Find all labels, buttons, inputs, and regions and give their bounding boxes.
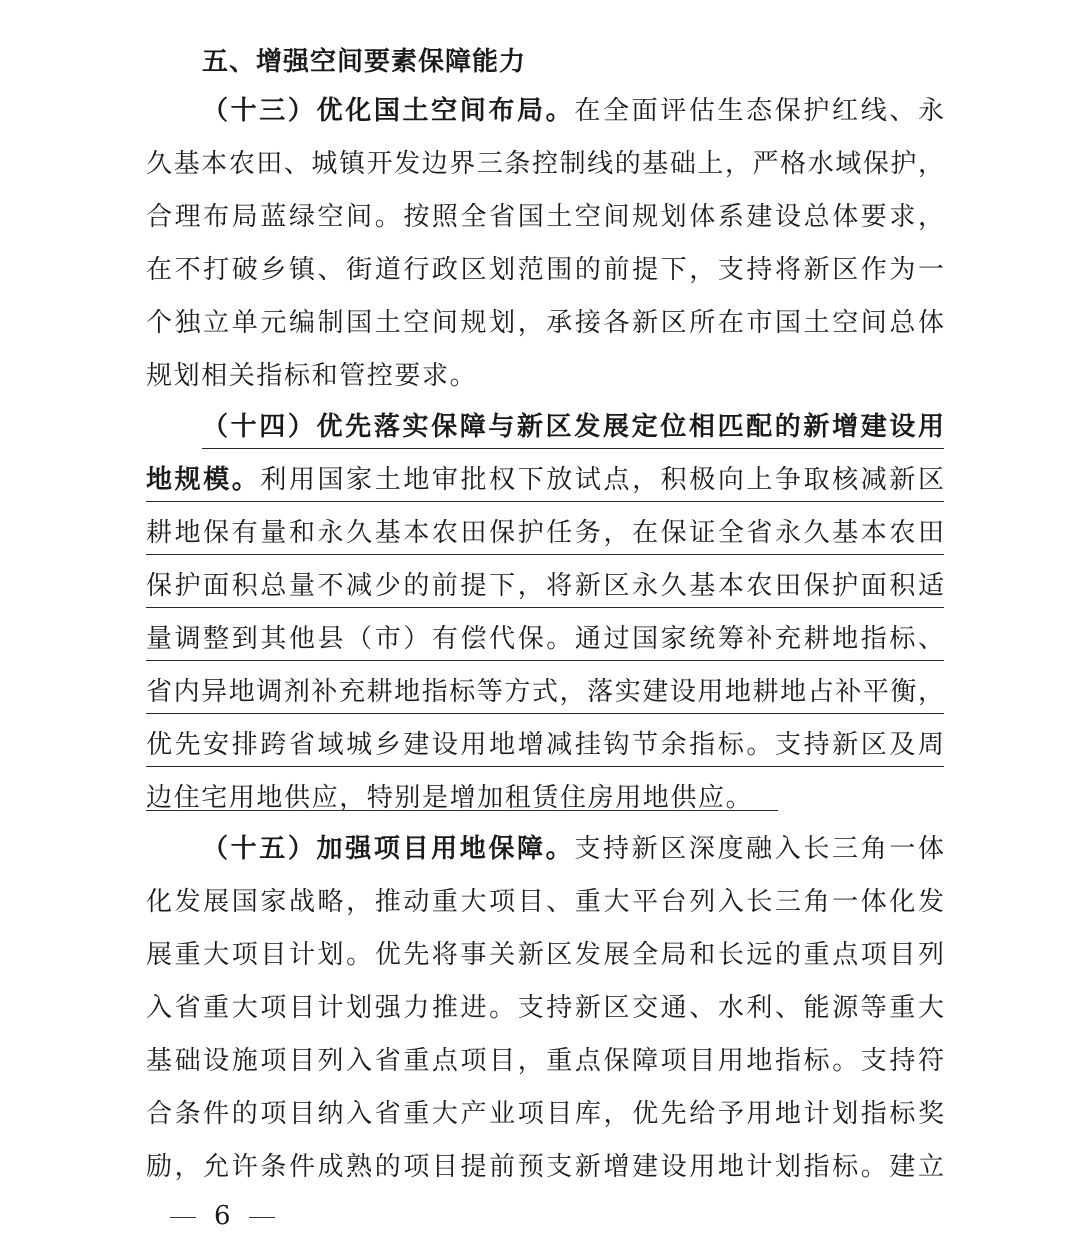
paragraph-13-line-5: 个独立单元编制国土空间规划，承接各新区所在市国土空间总体 (146, 308, 944, 338)
paragraph-14-line-5: 量调整到其他县（市）有偿代保。通过国家统筹补充耕地指标、 (146, 624, 944, 654)
page-number: 6 (214, 1201, 231, 1231)
paragraph-13-line-3: 合理布局蓝绿空间。按照全省国土空间规划体系建设总体要求， (146, 202, 944, 232)
underline-mark (146, 501, 944, 502)
paragraph-15-text: 支持新区深度融入长三角一体 (574, 834, 944, 864)
paragraph-13-lead: （十三）优化国土空间布局。 (202, 96, 575, 126)
underline-mark (146, 810, 778, 811)
paragraph-13-line-1 (202, 86, 944, 136)
paragraph-15-lead: （十五）加强项目用地保障。 (202, 834, 575, 864)
paragraph-14-line-3: 耕地保有量和永久基本农田保护任务，在保证全省永久基本农田 (146, 518, 944, 548)
underline-mark (202, 448, 944, 449)
page-footer (170, 1196, 275, 1236)
paragraph-14-lead-end: 地规模。 (146, 465, 261, 495)
underline-mark (146, 554, 944, 555)
footer-dash-left (170, 1217, 196, 1218)
underline-mark (146, 660, 944, 661)
underline-mark (146, 766, 944, 767)
paragraph-15-line-2: 化发展国家战略，推动重大项目、重大平台列入长三角一体化发 (146, 887, 944, 917)
paragraph-14-line-2 (146, 455, 944, 505)
paragraph-14-line-7: 优先安排跨省域城乡建设用地增减挂钩节余指标。支持新区及周 (146, 730, 944, 760)
underline-mark (146, 607, 944, 608)
paragraph-13-text: 在全面评估生态保护红线、永 (574, 96, 944, 126)
paragraph-14-line-6: 省内异地调剂补充耕地指标等方式，落实建设用地耕地占补平衡， (146, 677, 944, 707)
paragraph-13-line-6: 规划相关指标和管控要求。 (146, 361, 478, 391)
paragraph-13-line-2: 久基本农田、城镇开发边界三条控制线的基础上，严格水域保护， (146, 149, 944, 179)
paragraph-15-line-6: 合条件的项目纳入省重大产业项目库，优先给予用地计划指标奖 (146, 1099, 944, 1129)
section-heading: 五、增强空间要素保障能力 (202, 47, 527, 77)
footer-dash-right (249, 1217, 275, 1218)
paragraph-14-line-4: 保护面积总量不减少的前提下，将新区永久基本农田保护面积适 (146, 571, 944, 601)
paragraph-14-text: 利用国家土地审批权下放试点，积极向上争取核减新区 (260, 465, 944, 495)
paragraph-15-line-4: 入省重大项目计划强力推进。支持新区交通、水利、能源等重大 (146, 993, 944, 1023)
paragraph-14-line-1: （十四）优先落实保障与新区发展定位相匹配的新增建设用 (202, 412, 944, 442)
paragraph-15-line-7: 励，允许条件成熟的项目提前预支新增建设用地计划指标。建立 (146, 1152, 944, 1182)
paragraph-15-line-3: 展重大项目计划。优先将事关新区发展全局和长远的重点项目列 (146, 940, 944, 970)
paragraph-14-line-8: 边住宅用地供应，特别是增加租赁住房用地供应。 (146, 783, 754, 813)
underline-mark (146, 713, 944, 714)
paragraph-13-line-4: 在不打破乡镇、街道行政区划范围的前提下，支持将新区作为一 (146, 255, 944, 285)
paragraph-15-line-5: 基础设施项目列入省重点项目，重点保障项目用地指标。支持符 (146, 1046, 944, 1076)
paragraph-15-line-1 (202, 824, 944, 874)
